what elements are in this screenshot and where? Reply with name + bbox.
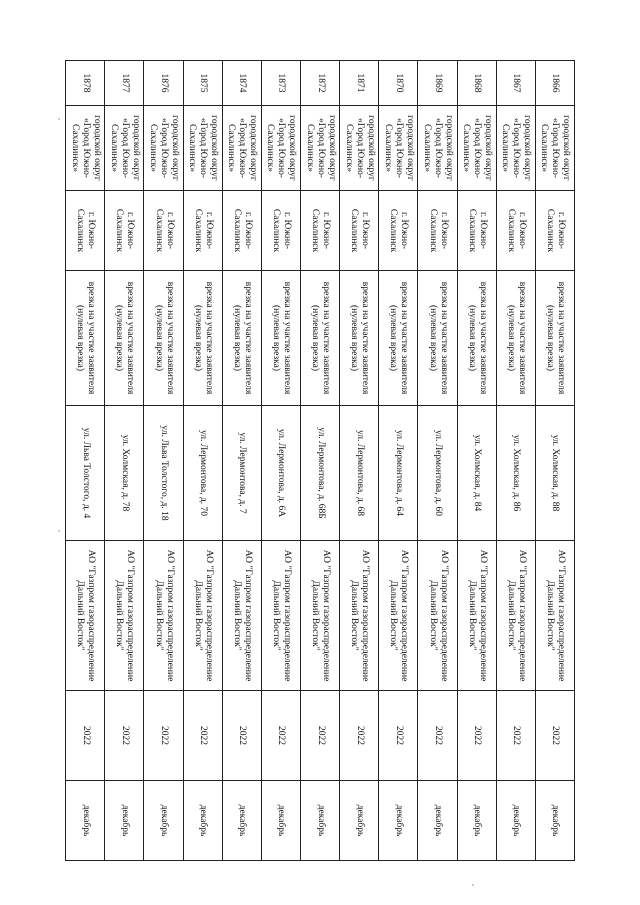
row-number-cell: 1878 (66, 61, 105, 106)
row-number-cell: 1870 (379, 61, 418, 106)
city-cell: г. Южно-Сахалинск (301, 191, 340, 271)
year-cell: 2022 (496, 691, 535, 781)
city-cell: г. Южно-Сахалинск (105, 191, 144, 271)
year-cell: 2022 (379, 691, 418, 781)
city-cell: г. Южно-Сахалинск (222, 191, 261, 271)
rotated-table-wrapper (65, 60, 575, 860)
organization-cell: АО "Газпром газораспределение Дальний Восток" (457, 541, 496, 691)
district-cell: городской округ «Город Южно-Сахалинск» (301, 106, 340, 191)
work-type-cell: врезка на участке заявителя (нулевая врезка) (222, 271, 261, 406)
scan-speck (472, 884, 474, 886)
table-row (261, 61, 300, 861)
organization-cell: АО "Газпром газораспределение Дальний Восток" (535, 541, 574, 691)
city-cell: г. Южно-Сахалинск (183, 191, 222, 271)
year-cell: 2022 (105, 691, 144, 781)
table-row (379, 61, 418, 861)
address-cell: ул. Холмская, д. 84 (457, 406, 496, 541)
row-number-cell: 1868 (457, 61, 496, 106)
table-row (457, 61, 496, 861)
work-type-cell: врезка на участке заявителя (нулевая врезка) (105, 271, 144, 406)
row-number-cell: 1873 (261, 61, 300, 106)
year-cell: 2022 (261, 691, 300, 781)
district-cell: городской округ «Город Южно-Сахалинск» (144, 106, 183, 191)
city-cell: г. Южно-Сахалинск (496, 191, 535, 271)
work-type-cell: врезка на участке заявителя (нулевая врезка) (418, 271, 457, 406)
table-row (301, 61, 340, 861)
row-number-cell: 1875 (183, 61, 222, 106)
organization-cell: АО "Газпром газораспределение Дальний Восток" (144, 541, 183, 691)
organization-cell: АО "Газпром газораспределение Дальний Восток" (222, 541, 261, 691)
address-cell: ул. Лермонтова, д. 64 (379, 406, 418, 541)
organization-cell: АО "Газпром газораспределение Дальний Восток" (301, 541, 340, 691)
year-cell: 2022 (418, 691, 457, 781)
work-type-cell: врезка на участке заявителя (нулевая врезка) (379, 271, 418, 406)
row-number-cell: 1866 (535, 61, 574, 106)
row-number-cell: 1867 (496, 61, 535, 106)
table-row (496, 61, 535, 861)
row-number-cell: 1871 (340, 61, 379, 106)
year-cell: 2022 (183, 691, 222, 781)
month-cell: декабрь (144, 781, 183, 861)
registry-table-body (66, 61, 575, 861)
work-type-cell: врезка на участке заявителя (нулевая врезка) (457, 271, 496, 406)
table-row (340, 61, 379, 861)
address-cell: ул. Лермонтова, д. 60 (418, 406, 457, 541)
city-cell: г. Южно-Сахалинск (457, 191, 496, 271)
year-cell: 2022 (66, 691, 105, 781)
month-cell: декабрь (222, 781, 261, 861)
work-type-cell: врезка на участке заявителя (нулевая врезка) (535, 271, 574, 406)
city-cell: г. Южно-Сахалинск (379, 191, 418, 271)
row-number-cell: 1869 (418, 61, 457, 106)
address-cell: ул. Холмская, д. 88 (535, 406, 574, 541)
district-cell: городской округ «Город Южно-Сахалинск» (183, 106, 222, 191)
district-cell: городской округ «Город Южно-Сахалинск» (222, 106, 261, 191)
row-number-cell: 1877 (105, 61, 144, 106)
month-cell: декабрь (105, 781, 144, 861)
table-row (222, 61, 261, 861)
year-cell: 2022 (301, 691, 340, 781)
table-row (105, 61, 144, 861)
row-number-cell: 1876 (144, 61, 183, 106)
organization-cell: АО "Газпром газораспределение Дальний Восток" (105, 541, 144, 691)
year-cell: 2022 (222, 691, 261, 781)
address-cell: ул. Холмская, д. 78 (105, 406, 144, 541)
district-cell: городской округ «Город Южно-Сахалинск» (261, 106, 300, 191)
month-cell: декабрь (66, 781, 105, 861)
work-type-cell: врезка на участке заявителя (нулевая врезка) (301, 271, 340, 406)
year-cell: 2022 (144, 691, 183, 781)
year-cell: 2022 (457, 691, 496, 781)
month-cell: декабрь (418, 781, 457, 861)
city-cell: г. Южно-Сахалинск (66, 191, 105, 271)
organization-cell: АО "Газпром газораспределение Дальний Восток" (379, 541, 418, 691)
month-cell: декабрь (340, 781, 379, 861)
work-type-cell: врезка на участке заявителя (нулевая врезка) (183, 271, 222, 406)
address-cell: ул. Лермонтова, д. 70 (183, 406, 222, 541)
organization-cell: АО "Газпром газораспределение Дальний Восток" (66, 541, 105, 691)
district-cell: городской округ «Город Южно-Сахалинск» (340, 106, 379, 191)
organization-cell: АО "Газпром газораспределение Дальний Восток" (418, 541, 457, 691)
year-cell: 2022 (340, 691, 379, 781)
organization-cell: АО "Газпром газораспределение Дальний Восток" (496, 541, 535, 691)
address-cell: ул. Льва Толстого, д. 4 (66, 406, 105, 541)
work-type-cell: врезка на участке заявителя (нулевая врезка) (66, 271, 105, 406)
month-cell: декабрь (379, 781, 418, 861)
work-type-cell: врезка на участке заявителя (нулевая врезка) (496, 271, 535, 406)
district-cell: городской округ «Город Южно-Сахалинск» (418, 106, 457, 191)
month-cell: декабрь (183, 781, 222, 861)
district-cell: городской округ «Город Южно-Сахалинск» (496, 106, 535, 191)
month-cell: декабрь (535, 781, 574, 861)
district-cell: городской округ «Город Южно-Сахалинск» (457, 106, 496, 191)
organization-cell: АО "Газпром газораспределение Дальний Восток" (261, 541, 300, 691)
table-row (535, 61, 574, 861)
city-cell: г. Южно-Сахалинск (261, 191, 300, 271)
month-cell: декабрь (261, 781, 300, 861)
table-row (183, 61, 222, 861)
organization-cell: АО "Газпром газораспределение Дальний Восток" (183, 541, 222, 691)
district-cell: городской округ «Город Южно-Сахалинск» (66, 106, 105, 191)
table-row (66, 61, 105, 861)
district-cell: городской округ «Город Южно-Сахалинск» (535, 106, 574, 191)
city-cell: г. Южно-Сахалинск (144, 191, 183, 271)
address-cell: ул. Лермонтова, д. 6А (261, 406, 300, 541)
table-row (418, 61, 457, 861)
organization-cell: АО "Газпром газораспределение Дальний Восток" (340, 541, 379, 691)
city-cell: г. Южно-Сахалинск (340, 191, 379, 271)
city-cell: г. Южно-Сахалинск (418, 191, 457, 271)
work-type-cell: врезка на участке заявителя (нулевая врезка) (340, 271, 379, 406)
month-cell: декабрь (301, 781, 340, 861)
address-cell: ул. Холмская, д. 86 (496, 406, 535, 541)
row-number-cell: 1874 (222, 61, 261, 106)
address-cell: ул. Лермонтова, д. 68Б (301, 406, 340, 541)
year-cell: 2022 (535, 691, 574, 781)
work-type-cell: врезка на участке заявителя (нулевая врезка) (144, 271, 183, 406)
month-cell: декабрь (496, 781, 535, 861)
address-cell: ул. Лермонтова, д. 7 (222, 406, 261, 541)
address-cell: ул. Лермонтова, д. 68 (340, 406, 379, 541)
scan-speck (58, 530, 60, 532)
scan-speck (58, 118, 60, 120)
work-type-cell: врезка на участке заявителя (нулевая врезка) (261, 271, 300, 406)
month-cell: декабрь (457, 781, 496, 861)
registry-table (65, 60, 575, 861)
district-cell: городской округ «Город Южно-Сахалинск» (379, 106, 418, 191)
address-cell: ул. Льва Толстого, д. 18 (144, 406, 183, 541)
table-row (144, 61, 183, 861)
district-cell: городской округ «Город Южно-Сахалинск» (105, 106, 144, 191)
row-number-cell: 1872 (301, 61, 340, 106)
city-cell: г. Южно-Сахалинск (535, 191, 574, 271)
